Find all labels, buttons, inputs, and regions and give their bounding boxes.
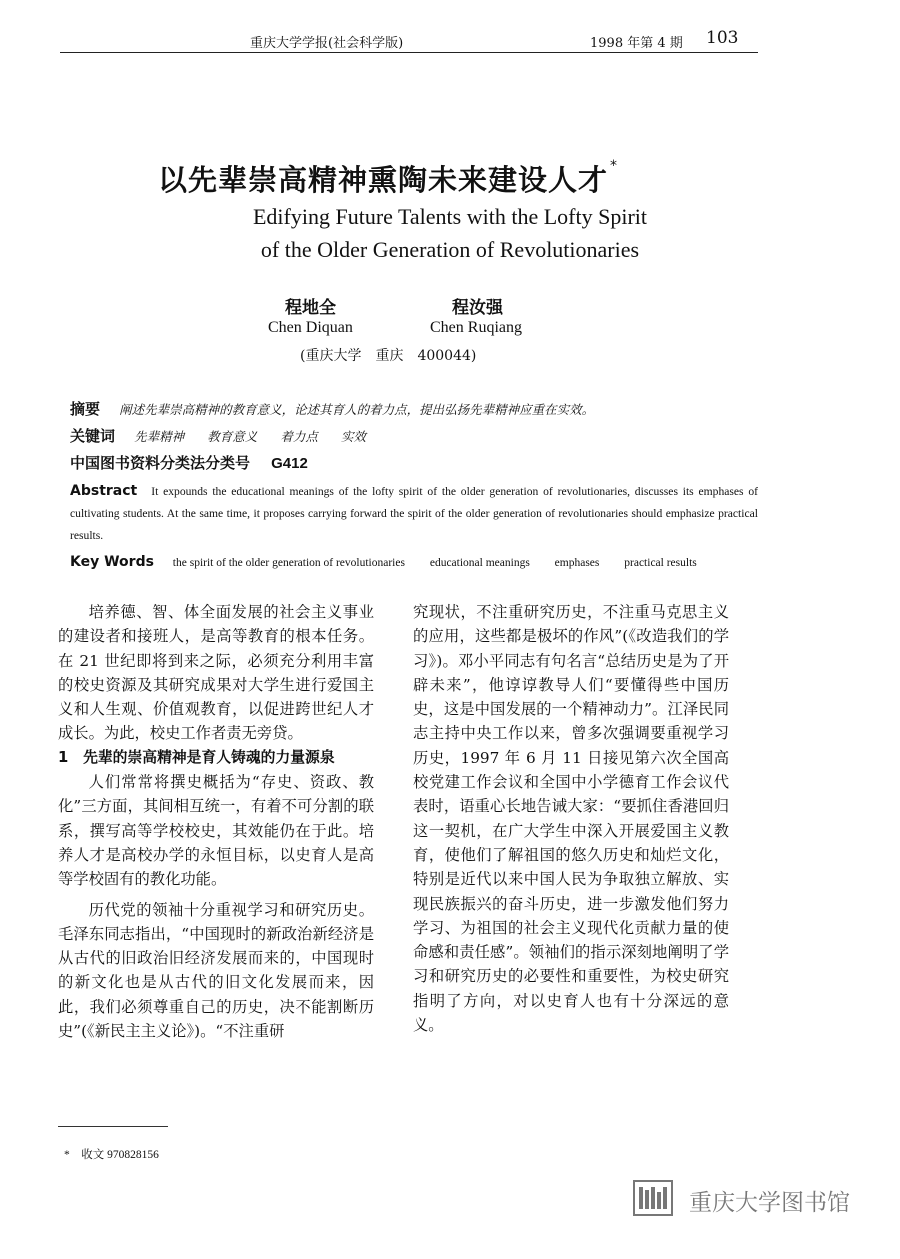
keywords-zh — [70, 425, 366, 446]
affiliation: (重庆大学 重庆 400044) — [300, 348, 477, 364]
body-column-right — [413, 600, 729, 1037]
abstract-en-label: Abstract — [70, 483, 138, 499]
body-column-left — [58, 600, 374, 1043]
footnote: * 收文 970828156 — [64, 1149, 159, 1161]
body-paragraph: 人们常常将撰史概括为“存史、资政、教化”三方面，其间相互统一，有着不可分割的联系，撰写高等学校校史，其效能仍在于此。培养人才是高校办学的永恒目标，以史育人是高等学校固有的教化功能。 — [58, 773, 374, 889]
author-1-zh: 程地全 — [285, 298, 336, 318]
running-header — [60, 30, 758, 50]
title-english-line2: of the Older Generation of Revolutionaries — [260, 237, 640, 262]
journal-name: 重庆大学学报(社会科学版) — [250, 36, 404, 51]
header-rule — [60, 52, 758, 53]
section-heading: 1 先辈的崇高精神是育人铸魂的力量源泉 — [58, 748, 335, 766]
body-paragraph: 培养德、智、体全面发展的社会主义事业的建设者和接班人，是高等教育的根本任务。在 21 世纪即将到来之际，必须充分利用丰富的校史资源及其研究成果对大学生进行爱国主义和人生观、价值观教育，以促进跨世纪人才成长。为此，校史工作者责无旁贷。 — [58, 603, 374, 743]
keyword-zh-term: 先辈精神 — [134, 429, 185, 444]
classification — [70, 452, 308, 473]
keyword-en-term: practical results — [624, 557, 697, 569]
classification-code: G412 — [271, 455, 308, 472]
keyword-en-term: the spirit of the older generation of revolutionaries — [172, 557, 405, 569]
classification-label: 中国图书资料分类法分类号 — [70, 454, 251, 472]
keyword-zh-term: 实效 — [340, 429, 366, 444]
abstract-en-text: It expounds the educational meanings of the lofty spirit of the older generation of revolutionaries, discusses its emphases of cultivating students. At the same time, it proposes carrying forward the spirit of the older generation of revolutionaries should emphasize practical results. — [70, 485, 758, 542]
library-logo-icon — [633, 1180, 673, 1216]
title-chinese: 以先辈崇高精神熏陶未来建设人才 * — [158, 158, 619, 197]
body-paragraph: 究现状，不注重研究历史，不注重马克思主义的应用，这些都是极坏的作风”(《改造我们的学习》)。邓小平同志有句名言“总结历史是为了开辟未来”，他谆谆教导人们“要懂得些中国历史，这是中国发展的一个精神动力”。江泽民同志主持中央工作以来，曾多次强调要重视学习历史，1997 年 6 月 11 日接见第六次全国高校党建工作会议和全国中小学德育工作会议代表时，语重心长地告诫大家：“要抓住香港回归这一契机，在广大学生中深入开展爱国主义教育，使他们了解祖国的悠久历史和灿烂文化，特别是近代以来中国人民为争取独立解放、实现民族振兴的奋斗历史，进一步激发他们努力学习、为祖国的社会主义现代化贡献力量的使命感和责任感”。领袖们的指示深刻地阐明了学习和研究历史的必要性和重要性，为校史研究指明了方向，对以史育人也有十分深远的意义。 — [413, 603, 729, 1035]
keyword-en-term: educational meanings — [429, 557, 530, 569]
footnote-rule — [58, 1126, 168, 1127]
issue-info: 1998 年第 4 期 — [590, 36, 683, 51]
title-english — [0, 200, 900, 266]
title-footnote-mark: * — [610, 158, 619, 174]
abstract-en — [70, 480, 758, 547]
keywords-en — [70, 554, 758, 570]
keywords-en-label: Key Words — [70, 554, 154, 570]
abstract-zh — [70, 398, 594, 419]
library-stamp — [633, 1178, 873, 1220]
abstract-zh-label: 摘要 — [70, 400, 101, 418]
keyword-zh-term: 着力点 — [280, 429, 318, 444]
keywords-zh-label: 关键词 — [70, 427, 116, 445]
body-paragraph: 历代党的领袖十分重视学习和研究历史。毛泽东同志指出，“中国现时的新政治新经济是从古代的旧政治旧经济发展而来的，中国现时的新文化也是从古代的旧文化发展而来，因此，我们必须尊重自己的历史，决不能割断历史”(《新民主主义论》)。“不注重研 — [58, 900, 374, 1041]
author-2-zh: 程汝强 — [452, 298, 503, 318]
library-stamp-text: 重庆大学图书馆 — [689, 1190, 850, 1216]
author-1-en: Chen Diquan — [268, 319, 353, 336]
keyword-zh-term: 教育意义 — [207, 429, 258, 444]
title-english-line1: Edifying Future Talents with the Lofty Spirit — [252, 204, 647, 229]
author-2-en: Chen Ruqiang — [430, 319, 522, 336]
page-number: 103 — [706, 28, 739, 48]
abstract-zh-text: 阐述先辈崇高精神的教育意义，论述其育人的着力点，提出弘扬先辈精神应重在实效。 — [119, 402, 595, 417]
keyword-en-term: emphases — [554, 557, 600, 569]
